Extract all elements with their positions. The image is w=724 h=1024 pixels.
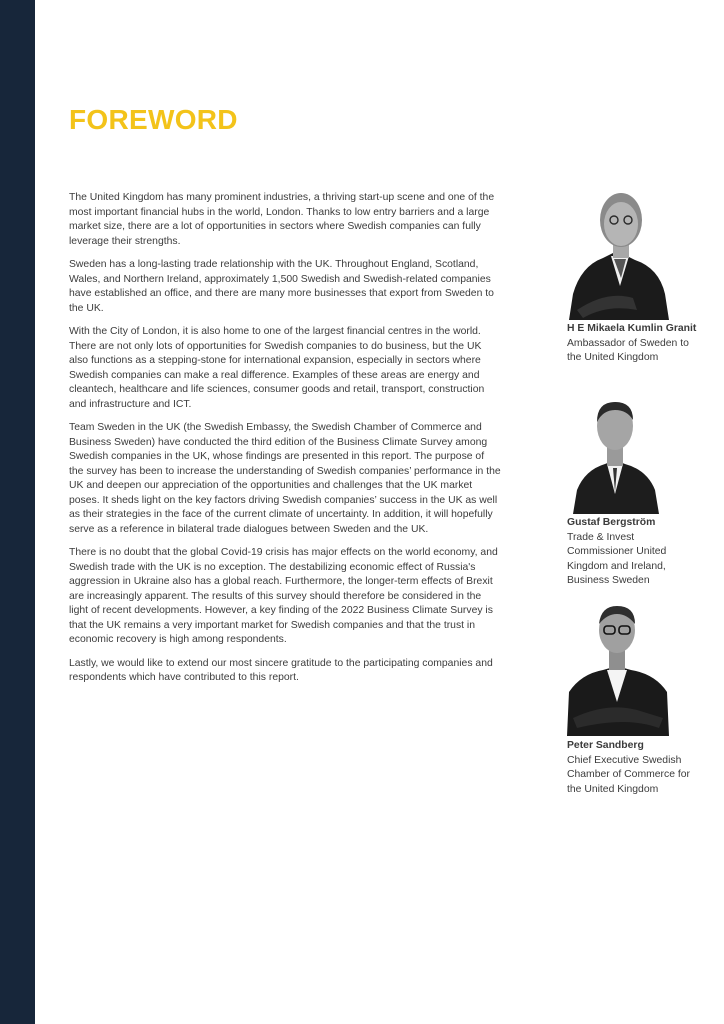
- person-card: [567, 186, 697, 366]
- paragraph: There is no doubt that the global Covid-19 crisis has major effects on the world economy, and Swedish trade with the UK is no exception. The destabilizing economic effect of Russia's aggression in Ukraine also has a global reach. Furthermore, the longer-term effects of Brexit are increasingly apparent. The results of this survey should therefore be considered in the light of recent developments. However, a key finding of the 2022 Business Climate Survey is that the UK remains a very important market for Swedish companies and that the trust in economic recovery is high among respondents.: [69, 547, 498, 645]
- page-title: FOREWORD: [69, 104, 238, 135]
- person-role: Trade & Invest Commissioner United Kingdom and Ireland, Business Sweden: [567, 531, 667, 586]
- side-bar: [0, 0, 35, 1024]
- person-name: H E Mikaela Kumlin Granit: [567, 323, 697, 334]
- portrait-photo: [567, 398, 663, 514]
- person-name: Gustaf Bergström: [567, 517, 656, 528]
- paragraph: Team Sweden in the UK (the Swedish Embassy, the Swedish Chamber of Commerce and Business Sweden) have conducted the third edition of the Business Climate Survey among Swedish companies in the UK, whose findings are presented in this report. The purpose of the survey has been to increase the understanding of Swedish companies’ performance in the UK and deepen our appreciation of the opportunities and challenges that the UK market poses. It sheds light on the key factors driving Swedish companies’ success in the UK as well as their strategies in the face of the current climate of uncertainty. In addition, it will hopefully serve as a reference in bilateral trade dialogues between Sweden and the UK.: [69, 422, 501, 535]
- person-card: [567, 398, 697, 589]
- paragraph: Sweden has a long-lasting trade relationship with the UK. Throughout England, Scotland, Wales, and Northern Ireland, approximately 1,500 Swedish and Swedish-related companies have established an office, and there are many more businesses that export from Sweden to the UK.: [69, 259, 494, 314]
- portrait-photo: [567, 606, 669, 736]
- person-card: [567, 606, 697, 797]
- person-role: Ambassador of Sweden to the United Kingdom: [567, 337, 689, 363]
- foreword-body: [69, 191, 501, 695]
- person-role: Chief Executive Swedish Chamber of Commerce for the United Kingdom: [567, 754, 690, 795]
- portrait-photo: [567, 186, 671, 320]
- person-name: Peter Sandberg: [567, 740, 644, 751]
- paragraph: The United Kingdom has many prominent industries, a thriving start-up scene and one of the most important financial hubs in the world, London. Thanks to low entry barriers and a large market size, there are a lot of opportunities in sectors where Swedish companies can fully leverage their strengths.: [69, 192, 495, 247]
- paragraph: Lastly, we would like to extend our most sincere gratitude to the participating companies and respondents which have contributed to this report.: [69, 657, 493, 683]
- paragraph: With the City of London, it is also home to one of the largest financial centres in the world. There are not only lots of opportunities for Swedish companies to do business, but the UK also functions as a stepping-stone for international expansion, especially in sectors where Swedish companies can make a real difference. Examples of these areas are energy and cleantech, healthcare and life sciences, consumer goods and retail, transport, construction and infrastructure and ICT.: [69, 326, 485, 410]
